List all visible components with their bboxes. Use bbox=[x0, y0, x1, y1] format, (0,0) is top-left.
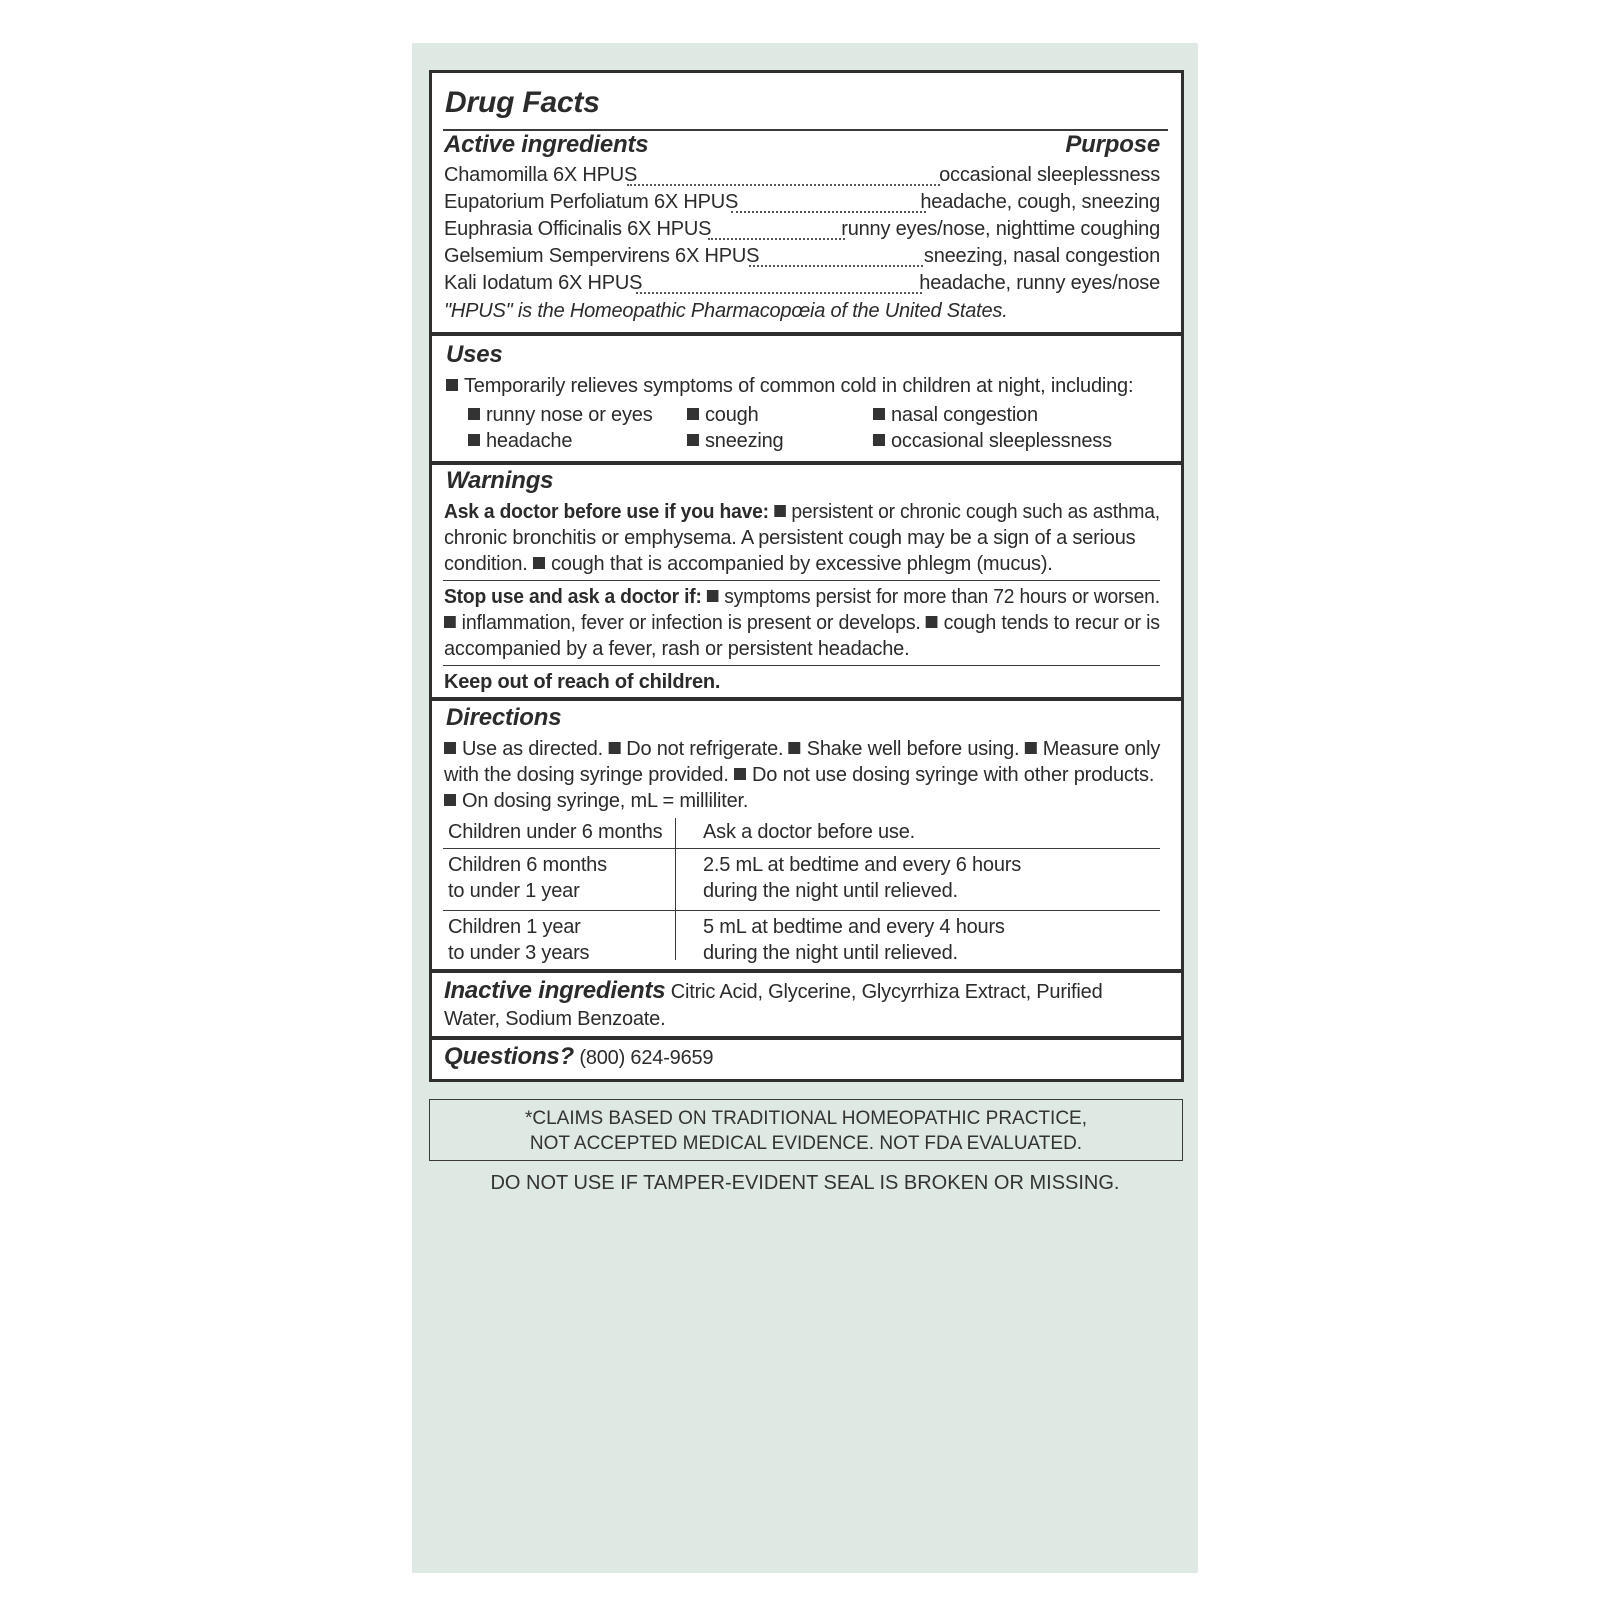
claims-box bbox=[429, 1099, 1183, 1161]
bullet-icon bbox=[444, 742, 456, 754]
uses-item-label: headache bbox=[486, 430, 573, 452]
dosing-age: Children under 6 months bbox=[448, 821, 663, 843]
bullet-icon bbox=[444, 616, 456, 628]
bullet-icon bbox=[926, 616, 938, 628]
active-ingredients-header: Active ingredients bbox=[444, 131, 649, 158]
bullet-icon bbox=[873, 434, 885, 446]
ingredient-purpose: occasional sleeplessness bbox=[939, 164, 1160, 186]
ingredient-purpose: headache, cough, sneezing bbox=[920, 191, 1160, 213]
uses-intro bbox=[446, 374, 1133, 398]
uses-item-label: occasional sleeplessness bbox=[891, 430, 1112, 452]
ingredient-purpose: headache, runny eyes/nose bbox=[919, 272, 1160, 294]
claims-line: NOT ACCEPTED MEDICAL EVIDENCE. NOT FDA EVALUATED. bbox=[529, 1133, 1083, 1154]
ask-doctor-text: condition. bbox=[444, 553, 528, 575]
inactive-ingredients-line bbox=[444, 979, 1103, 1004]
bullet-icon bbox=[687, 408, 699, 420]
dosing-table-rule bbox=[443, 910, 1160, 911]
direction-text: with the dosing syringe provided. bbox=[444, 764, 729, 786]
ingredient-name: Gelsemium Sempervirens 6X HPUS bbox=[444, 245, 760, 267]
warnings-stop-line bbox=[444, 611, 1160, 635]
uses-item bbox=[687, 403, 759, 427]
bullet-icon bbox=[1025, 742, 1037, 754]
ask-doctor-text: cough that is accompanied by excessive phlegm (mucus). bbox=[550, 553, 1053, 575]
uses-item bbox=[873, 429, 1112, 453]
directions-line bbox=[444, 789, 748, 813]
warnings-ask-line bbox=[444, 552, 1053, 576]
section-separator bbox=[432, 1036, 1181, 1040]
direction-text: Do not use dosing syringe with other products. bbox=[752, 764, 1155, 786]
hpus-note: "HPUS" is the Homeopathic Pharmacopœia of the United States. bbox=[444, 300, 1008, 322]
warnings-divider bbox=[443, 580, 1160, 581]
bullet-icon bbox=[468, 408, 480, 420]
directions-line bbox=[444, 737, 1160, 761]
section-separator bbox=[432, 697, 1181, 701]
warnings-header: Warnings bbox=[446, 467, 554, 494]
bullet-icon bbox=[707, 590, 719, 602]
ingredient-name: Eupatorium Perfoliatum 6X HPUS bbox=[444, 191, 739, 213]
uses-header: Uses bbox=[446, 341, 503, 368]
dosing-age: to under 1 year bbox=[448, 880, 580, 902]
questions-line bbox=[444, 1045, 713, 1070]
dosing-table-divider bbox=[675, 818, 676, 960]
directions-header: Directions bbox=[446, 704, 562, 731]
dosing-dose: Ask a doctor before use. bbox=[703, 821, 915, 843]
ingredient-purpose: sneezing, nasal congestion bbox=[923, 245, 1160, 267]
dosing-age: to under 3 years bbox=[448, 942, 590, 964]
section-separator bbox=[432, 332, 1181, 336]
dosing-table-rule bbox=[443, 848, 1160, 849]
stop-use-text: inflammation, fever or infection is present or develops. bbox=[461, 612, 921, 634]
directions-line bbox=[444, 763, 1154, 787]
direction-text: Measure only bbox=[1042, 738, 1161, 760]
direction-text: Use as directed. bbox=[461, 738, 603, 760]
purpose-header: Purpose bbox=[1065, 131, 1160, 158]
bullet-icon bbox=[608, 742, 620, 754]
bullet-icon bbox=[444, 794, 456, 806]
inactive-ingredients-line: Water, Sodium Benzoate. bbox=[444, 1008, 666, 1030]
stop-use-text: symptoms persist for more than 72 hours or worsen. bbox=[724, 586, 1160, 608]
uses-item bbox=[468, 429, 572, 453]
stop-use-text: cough tends to recur or is bbox=[943, 612, 1160, 634]
direction-text: Shake well before using. bbox=[806, 738, 1020, 760]
warnings-ask-line: chronic bronchitis or emphysema. A persistent cough may be a sign of a serious bbox=[444, 527, 1136, 549]
seal-warning: DO NOT USE IF TAMPER-EVIDENT SEAL IS BROKEN OR MISSING. bbox=[490, 1172, 1120, 1194]
section-separator bbox=[432, 969, 1181, 973]
uses-intro-text: Temporarily relieves symptoms of common cold in children at night, including: bbox=[464, 375, 1134, 397]
warnings-divider bbox=[443, 665, 1160, 666]
inactive-ingredients-header: Inactive ingredients bbox=[444, 977, 666, 1004]
ingredient-name: Chamomilla 6X HPUS bbox=[444, 164, 638, 186]
ask-doctor-label: Ask a doctor before use if you have: bbox=[444, 501, 769, 523]
inactive-ingredients-text: Citric Acid, Glycerine, Glycyrrhiza Extract, Purified bbox=[670, 981, 1103, 1003]
dosing-dose: 5 mL at bedtime and every 4 hours bbox=[703, 916, 1005, 938]
bullet-icon bbox=[873, 408, 885, 420]
warnings-stop-line bbox=[444, 585, 1160, 609]
questions-phone: (800) 624-9659 bbox=[579, 1047, 714, 1069]
uses-item-label: runny nose or eyes bbox=[486, 404, 653, 426]
dosing-dose: during the night until relieved. bbox=[703, 942, 958, 964]
dosing-dose: 2.5 mL at bedtime and every 6 hours bbox=[703, 854, 1022, 876]
direction-text: On dosing syringe, mL = milliliter. bbox=[462, 790, 749, 812]
ask-doctor-text: persistent or chronic cough such as asthma, bbox=[791, 501, 1160, 523]
dosing-age: Children 6 months bbox=[448, 854, 607, 876]
uses-item-label: cough bbox=[705, 404, 759, 426]
questions-header: Questions? bbox=[444, 1043, 575, 1070]
bullet-icon bbox=[446, 379, 458, 391]
page-title: Drug Facts bbox=[445, 86, 600, 119]
bullet-icon bbox=[734, 768, 746, 780]
ingredient-name: Kali Iodatum 6X HPUS bbox=[444, 272, 643, 294]
bullet-icon bbox=[789, 742, 801, 754]
bullet-icon bbox=[774, 505, 786, 517]
direction-text: Do not refrigerate. bbox=[626, 738, 784, 760]
stop-use-label: Stop use and ask a doctor if: bbox=[444, 586, 702, 608]
uses-item bbox=[873, 403, 1038, 427]
warnings-stop-line: accompanied by a fever, rash or persistent headache. bbox=[444, 638, 910, 660]
bullet-icon bbox=[533, 557, 545, 569]
warnings-ask-line bbox=[444, 500, 1160, 524]
keep-out-of-reach: Keep out of reach of children. bbox=[444, 671, 721, 693]
dosing-age: Children 1 year bbox=[448, 916, 581, 938]
ingredient-name: Euphrasia Officinalis 6X HPUS bbox=[444, 218, 712, 240]
bullet-icon bbox=[468, 434, 480, 446]
section-separator bbox=[432, 461, 1181, 465]
uses-item bbox=[687, 429, 783, 453]
bullet-icon bbox=[687, 434, 699, 446]
uses-item bbox=[468, 403, 653, 427]
dosing-dose: during the night until relieved. bbox=[703, 880, 958, 902]
leader-dots bbox=[627, 164, 940, 186]
uses-item-label: nasal congestion bbox=[891, 404, 1038, 426]
claims-line: *CLAIMS BASED ON TRADITIONAL HOMEOPATHIC PRACTICE, bbox=[525, 1108, 1087, 1129]
ingredient-purpose: runny eyes/nose, nighttime coughing bbox=[841, 218, 1160, 240]
uses-item-label: sneezing bbox=[705, 430, 784, 452]
